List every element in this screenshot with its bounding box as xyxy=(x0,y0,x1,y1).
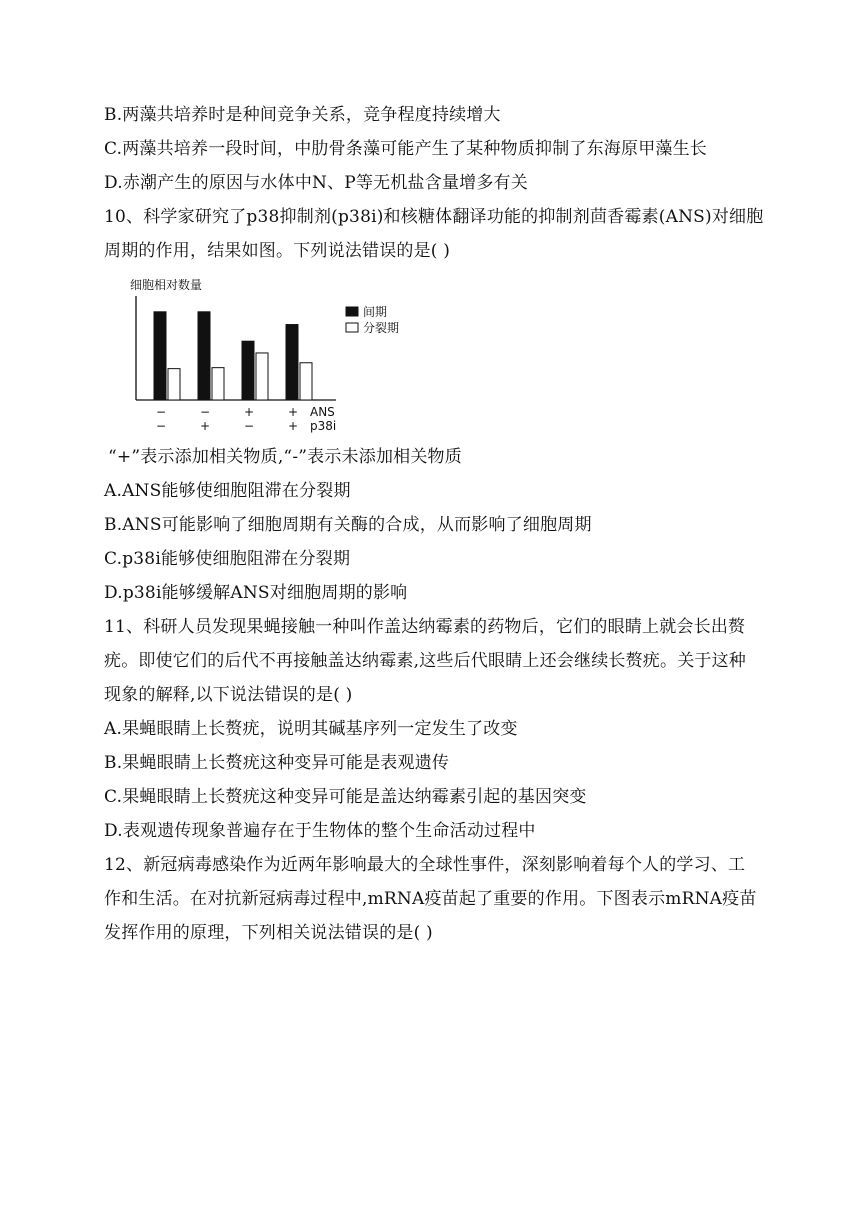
bar-interphase-1 xyxy=(154,312,166,400)
option-c-q9: C.两藻共培养一段时间，中肋骨条藻可能产生了某种物质抑制了东海原甲藻生长 xyxy=(104,139,708,159)
option-d-q10: D.p38i能够缓解ANS对细胞周期的影响 xyxy=(104,583,408,603)
question-12-line-2: 作和生活。在对抗新冠病毒过程中,mRNA疫苗起了重要的作用。下图表示mRNA疫苗 xyxy=(104,889,757,909)
treatment-sign-p38i-3: − xyxy=(243,419,255,433)
option-d-q11: D.表观遗传现象普遍存在于生物体的整个生命活动过程中 xyxy=(104,821,536,841)
option-b-q11: B.果蝇眼睛上长赘疣这种变异可能是表观遗传 xyxy=(104,753,450,773)
y-axis-label: 细胞相对数量 xyxy=(130,278,203,292)
question-11-line-2: 疣。即使它们的后代不再接触盖达纳霉素,这些后代眼睛上还会继续长赘疣。关于这种 xyxy=(104,651,747,671)
question-12-line-3: 发挥作用的原理，下列相关说法错误的是( ) xyxy=(104,923,433,943)
bar-division-2 xyxy=(212,368,224,400)
option-a-q11: A.果蝇眼睛上长赘疣，说明其碱基序列一定发生了改变 xyxy=(104,719,518,739)
treatment-sign-ans-3: + xyxy=(243,405,255,419)
legend-swatch-2 xyxy=(346,323,358,332)
bar-interphase-2 xyxy=(198,312,210,400)
question-12-line-1: 12、新冠病毒感染作为近两年影响最大的全球性事件，深刻影响着每个人的学习、工 xyxy=(104,855,746,875)
treatment-row-label-ans: ANS xyxy=(310,405,335,419)
treatment-sign-p38i-1: − xyxy=(155,419,167,433)
bar-division-4 xyxy=(300,363,312,400)
question-11-line-3: 现象的解释,以下说法错误的是( ) xyxy=(104,685,353,705)
question-10-line-2: 周期的作用，结果如图。下列说法错误的是( ) xyxy=(104,241,451,261)
treatment-sign-p38i-2: + xyxy=(199,419,211,433)
bar-division-1 xyxy=(168,369,180,400)
legend-label-1: 间期 xyxy=(363,305,388,319)
option-c-q11: C.果蝇眼睛上长赘疣这种变异可能是盖达纳霉素引起的基因突变 xyxy=(104,787,587,807)
bar-interphase-4 xyxy=(286,325,298,400)
chart-note: “+”表示添加相关物质,“-”表示未添加相关物质 xyxy=(108,447,462,467)
bar-interphase-3 xyxy=(242,341,254,400)
treatment-sign-ans-2: − xyxy=(199,405,211,419)
question-11-line-1: 11、科研人员发现果蝇接触一种叫作盖达纳霉素的药物后，它们的眼睛上就会长出赘 xyxy=(104,617,746,637)
question-10-line-1: 10、科学家研究了p38抑制剂(p38i)和核糖体翻译功能的抑制剂茴香霉素(ANS)对细胞 xyxy=(104,207,764,227)
treatment-sign-p38i-4: + xyxy=(287,419,299,433)
option-b-q9: B.两藻共培养时是种间竞争关系，竞争程度持续增大 xyxy=(104,105,501,125)
treatment-sign-ans-4: + xyxy=(287,405,299,419)
option-b-q10: B.ANS可能影响了细胞周期有关酶的合成，从而影响了细胞周期 xyxy=(104,515,592,535)
legend-label-2: 分裂期 xyxy=(363,321,400,335)
option-a-q10: A.ANS能够使细胞阻滞在分裂期 xyxy=(104,481,351,501)
legend-swatch-1 xyxy=(346,307,358,316)
treatment-row-label-p38i: p38i xyxy=(310,419,337,433)
option-c-q10: C.p38i能够使细胞阻滞在分裂期 xyxy=(104,549,351,569)
option-d-q9: D.赤潮产生的原因与水体中N、P等无机盐含量增多有关 xyxy=(104,173,528,193)
cell-cycle-bar-chart xyxy=(118,270,418,440)
treatment-sign-ans-1: − xyxy=(155,405,167,419)
bar-division-3 xyxy=(256,353,268,400)
